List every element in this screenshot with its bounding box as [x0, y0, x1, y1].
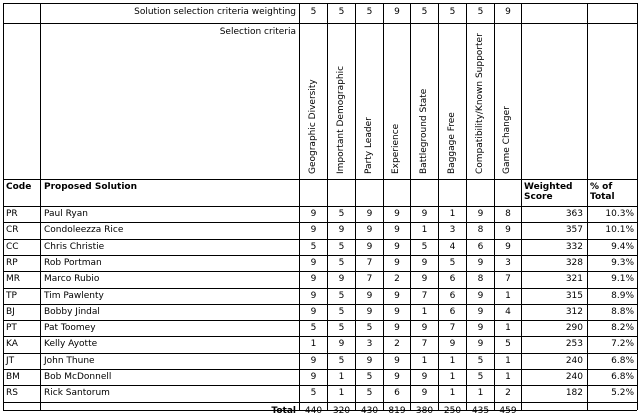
- header-code: Code: [6, 182, 32, 192]
- percent-of-total: 8.9%: [611, 290, 634, 301]
- rating-cell: 2: [394, 339, 400, 350]
- rating-cell: 5: [449, 257, 456, 268]
- row-code: BJ: [6, 306, 15, 317]
- rating-cell: 3: [505, 257, 511, 268]
- row-solution-name: Marco Rubio: [44, 274, 100, 285]
- rating-cell: 7: [421, 290, 428, 301]
- rating-cell: 1: [477, 388, 484, 399]
- rating-cell: 9: [366, 355, 373, 366]
- row-solution-name: John Thune: [44, 355, 95, 366]
- rating-cell: 9: [421, 274, 428, 285]
- row-solution-name: Tim Pawlenty: [44, 290, 104, 301]
- row-solution-name: Chris Christie: [44, 241, 105, 252]
- rating-cell: 9: [449, 339, 456, 350]
- rating-cell: 9: [421, 372, 428, 382]
- rating-cell: 9: [310, 257, 317, 268]
- row-code: KA: [6, 339, 18, 350]
- rating-cell: 9: [310, 225, 317, 236]
- rating-cell: 9: [338, 274, 345, 285]
- rating-cell: 5: [338, 209, 345, 219]
- row-code: RS: [6, 388, 18, 399]
- rating-cell: 9: [366, 241, 373, 252]
- rating-cell: 7: [366, 274, 373, 285]
- rating-cell: 4: [449, 241, 456, 252]
- rating-cell: 5: [477, 372, 484, 382]
- weighted-score: 328: [565, 257, 583, 268]
- total-value: 819: [388, 405, 406, 416]
- rating-cell: 9: [394, 209, 400, 219]
- row-solution-name: Condoleezza Rice: [44, 225, 124, 236]
- total-value: 250: [443, 405, 462, 416]
- weighted-score: 321: [565, 274, 583, 285]
- rating-cell: 1: [421, 306, 428, 317]
- rating-cell: 9: [477, 339, 484, 350]
- rating-cell: 5: [338, 306, 345, 317]
- rating-cell: 8: [505, 209, 511, 219]
- criteria-label: Selection criteria: [219, 27, 296, 37]
- rating-cell: 2: [394, 274, 400, 285]
- row-solution-name: Bob McDonnell: [44, 372, 112, 382]
- rating-cell: 5: [366, 323, 373, 334]
- rating-cell: 9: [310, 372, 317, 382]
- rating-cell: 6: [449, 274, 456, 285]
- row-solution-name: Pat Toomey: [44, 323, 96, 334]
- rating-cell: 7: [366, 257, 373, 268]
- rating-cell: 9: [421, 388, 428, 399]
- total-value: 380: [415, 405, 434, 416]
- row-solution-name: Rob Portman: [44, 257, 102, 268]
- rating-cell: 1: [449, 209, 456, 219]
- rating-cell: 1: [421, 355, 428, 366]
- rating-cell: 1: [338, 372, 345, 382]
- percent-of-total: 8.8%: [611, 306, 634, 317]
- weighted-score: 315: [565, 290, 583, 301]
- rating-cell: 9: [477, 257, 484, 268]
- row-solution-name: Bobby Jindal: [44, 306, 100, 317]
- rating-cell: 9: [477, 290, 484, 301]
- rating-cell: 1: [449, 388, 456, 399]
- rating-cell: 5: [366, 372, 373, 382]
- rating-cell: 9: [310, 274, 317, 285]
- row-code: TP: [6, 290, 17, 301]
- weighted-score: 332: [565, 241, 583, 252]
- rating-cell: 1: [505, 323, 511, 334]
- rating-cell: 5: [366, 388, 373, 399]
- weighted-score: 290: [565, 323, 583, 334]
- rating-cell: 9: [477, 306, 484, 317]
- rating-cell: 9: [366, 290, 373, 301]
- rating-cell: 5: [338, 290, 345, 301]
- weighted-score: 363: [565, 209, 583, 219]
- row-code: CC: [6, 241, 19, 252]
- row-code: BM: [6, 372, 20, 382]
- weight-value: 5: [338, 7, 345, 17]
- rating-cell: 2: [505, 388, 511, 399]
- rating-cell: 9: [366, 306, 373, 317]
- rating-cell: 6: [394, 388, 400, 399]
- rating-cell: 4: [505, 306, 511, 317]
- rating-cell: 5: [421, 241, 428, 252]
- rating-cell: 5: [505, 339, 511, 350]
- rating-cell: 9: [310, 306, 317, 317]
- percent-of-total: 6.8%: [611, 372, 634, 382]
- rating-cell: 9: [394, 372, 400, 382]
- weight-value: 5: [310, 7, 317, 17]
- total-value: 320: [332, 405, 351, 416]
- header-percent: % of: [590, 182, 613, 192]
- rating-cell: 9: [394, 323, 400, 334]
- rating-cell: 9: [310, 355, 317, 366]
- total-value: 430: [360, 405, 379, 416]
- rating-cell: 5: [310, 241, 317, 252]
- weighted-score: 240: [565, 372, 583, 382]
- header-percent: Total: [590, 192, 615, 202]
- row-code: PT: [6, 323, 17, 334]
- rating-cell: 9: [505, 225, 511, 236]
- percent-of-total: 7.2%: [611, 339, 634, 350]
- criterion-label: Geographic Diversity: [307, 79, 318, 174]
- rating-cell: 7: [505, 274, 511, 285]
- row-code: PR: [6, 209, 18, 219]
- row-solution-name: Kelly Ayotte: [44, 339, 98, 350]
- rating-cell: 5: [310, 323, 317, 334]
- rating-cell: 6: [449, 290, 456, 301]
- weighted-score: 312: [565, 306, 583, 317]
- rating-cell: 5: [338, 355, 345, 366]
- percent-of-total: 5.2%: [611, 388, 634, 399]
- percent-of-total: 10.3%: [605, 209, 634, 219]
- rating-cell: 9: [394, 241, 400, 252]
- rating-cell: 3: [449, 225, 456, 236]
- criterion-label: Experience: [391, 123, 401, 174]
- rating-cell: 1: [421, 225, 428, 236]
- rating-cell: 5: [338, 241, 345, 252]
- percent-of-total: 10.1%: [605, 225, 634, 236]
- rating-cell: 9: [421, 209, 428, 219]
- percent-of-total: 9.3%: [611, 257, 634, 268]
- rating-cell: 9: [421, 257, 428, 268]
- weighted-score: 240: [565, 355, 583, 366]
- rating-cell: 1: [449, 355, 456, 366]
- rating-cell: 9: [394, 355, 400, 366]
- header-score: Weighted: [524, 182, 573, 192]
- rating-cell: 5: [338, 323, 345, 334]
- header-score: Score: [524, 192, 553, 202]
- total-value: 459: [499, 405, 517, 416]
- criterion-label: Party Leader: [363, 117, 374, 174]
- rating-cell: 9: [394, 225, 400, 236]
- rating-cell: 9: [394, 257, 400, 268]
- rating-cell: 9: [338, 339, 345, 350]
- criterion-label: Compatibility/Known Supporter: [474, 33, 485, 174]
- rating-cell: 1: [338, 388, 345, 399]
- total-value: 440: [304, 405, 323, 416]
- rating-cell: 9: [310, 290, 317, 301]
- total-label: Total: [271, 405, 296, 416]
- weight-value: 5: [366, 7, 373, 17]
- rating-cell: 5: [310, 388, 317, 399]
- row-solution-name: Rick Santorum: [44, 388, 110, 399]
- rating-cell: 9: [366, 209, 373, 219]
- weight-value: 9: [394, 7, 400, 17]
- row-code: RP: [6, 257, 18, 268]
- criterion-label: Battleground State: [418, 88, 429, 174]
- weight-value: 9: [505, 7, 511, 17]
- row-code: JT: [6, 355, 15, 366]
- weight-value: 5: [421, 7, 428, 17]
- total-value: 435: [471, 405, 490, 416]
- rating-cell: 9: [421, 323, 428, 334]
- row-code: CR: [6, 225, 19, 236]
- weight-value: 5: [477, 7, 484, 17]
- rating-cell: 1: [505, 372, 511, 382]
- weight-value: 5: [449, 7, 456, 17]
- criterion-label: Game Changer: [502, 106, 512, 174]
- rating-cell: 9: [366, 225, 373, 236]
- header-solution: Proposed Solution: [44, 182, 138, 192]
- rating-cell: 1: [449, 372, 456, 382]
- percent-of-total: 9.4%: [611, 241, 634, 252]
- percent-of-total: 9.1%: [611, 274, 634, 285]
- weighted-score: 182: [565, 388, 583, 399]
- criterion-label: Important Demographic: [335, 65, 346, 174]
- weighted-score: 357: [565, 225, 583, 236]
- rating-cell: 6: [477, 241, 484, 252]
- rating-cell: 8: [477, 274, 484, 285]
- rating-cell: 9: [310, 209, 317, 219]
- rating-cell: 9: [477, 209, 484, 219]
- percent-of-total: 8.2%: [611, 323, 634, 334]
- rating-cell: 1: [505, 355, 511, 366]
- row-code: MR: [6, 274, 21, 285]
- criterion-label: Baggage Free: [446, 112, 457, 174]
- rating-cell: 1: [310, 339, 317, 350]
- rating-cell: 5: [338, 257, 345, 268]
- row-solution-name: Paul Ryan: [44, 209, 88, 219]
- rating-cell: 9: [505, 241, 511, 252]
- rating-cell: 9: [394, 290, 400, 301]
- weighting-label: Solution selection criteria weighting: [134, 7, 296, 17]
- rating-cell: 6: [449, 306, 456, 317]
- rating-cell: 5: [477, 355, 484, 366]
- rating-cell: 8: [477, 225, 484, 236]
- rating-cell: 7: [449, 323, 456, 334]
- weighted-score: 253: [565, 339, 583, 350]
- rating-cell: 1: [505, 290, 511, 301]
- rating-cell: 9: [477, 323, 484, 334]
- percent-of-total: 6.8%: [611, 355, 634, 366]
- rating-cell: 9: [394, 306, 400, 317]
- rating-cell: 3: [366, 339, 373, 350]
- rating-cell: 7: [421, 339, 428, 350]
- rating-cell: 9: [338, 225, 345, 236]
